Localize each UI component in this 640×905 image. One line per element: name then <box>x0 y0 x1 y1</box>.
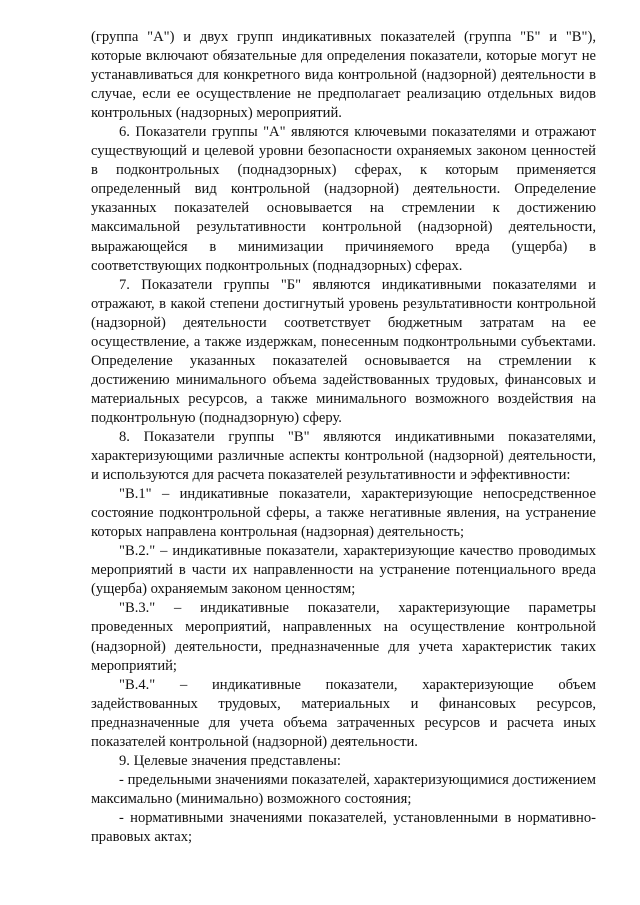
paragraph-8: 8. Показатели группы "В" являются индикативными показателями, характеризующими различные аспекты контрольной (надзорной) деятельности, и используются для расчета показателей результативности и эффективности: <box>91 428 596 484</box>
target-item-normative: - нормативными значениями показателей, установленными в нормативно-правовых актах; <box>91 809 596 845</box>
item-v4: "В.4." – индикативные показатели, характеризующие объем задействованных трудовых, материальных и финансовых ресурсов, предназначенные для учета объема затраченных ресурсов и расчета иных показателей контрольной (надзорной) деятельности. <box>91 676 596 750</box>
paragraph-7: 7. Показатели группы "Б" являются индикативными показателями и отражают, в какой степени достигнутый уровень результативности контрольной (надзорной) деятельности соответствует бюджетным затратам на ее осуществление, а также издержкам, понесенным подконтрольными субъектами. Определение указанных показателей основывается на стремлении к достижению минимального объема задействованных трудовых, финансовых и материальных ресурсов, а также минимального возможного воздействия на подконтрольную (поднадзорную) сферу. <box>91 276 596 426</box>
paragraph-6: 6. Показатели группы "А" являются ключевыми показателями и отражают существующий и целевой уровни безопасности охраняемых законом ценностей в подконтрольных (поднадзорных) сферах, к которым применяется определенный вид контрольной (надзорной) деятельности. Определение указанных показателей основывается на стремлении к достижению максимальной результативности контрольной (надзорной) деятельности, выражающейся в минимизации причиняемого вреда (ущерба) в соответствующих подконтрольных (поднадзорных) сферах. <box>91 124 596 274</box>
paragraph-continuation: (группа "А") и двух групп индикативных показателей (группа "Б" и "В"), которые включают обязательные для определения показатели, которые могут не устанавливаться для конкретного вида контрольной (надзорной) деятельности в случае, если ее осуществление не предполагает реализацию отдельных видов контрольных (надзорных) мероприятий. <box>91 29 596 122</box>
document-page <box>91 28 596 847</box>
target-item-limit: - предельными значениями показателей, характеризующимися достижением максимально (минимально) возможного состояния; <box>91 771 596 807</box>
item-v2: "В.2." – индикативные показатели, характеризующие качество проводимых мероприятий в части их направленности на устранение потенциального вреда (ущерба) охраняемым законом ценностям; <box>91 543 596 598</box>
item-v1: "В.1" – индикативные показатели, характеризующие непосредственное состояние подконтрольной сферы, а также негативные явления, на устранение которых направлена контрольная (надзорная) деятельность; <box>91 486 596 541</box>
item-v3: "В.3." – индикативные показатели, характеризующие параметры проведенных мероприятий, направленных на осуществление контрольной (надзорной) деятельности, предназначенные для учета характеристик таких мероприятий; <box>91 600 596 674</box>
paragraph-9: 9. Целевые значения представлены: <box>119 752 341 769</box>
